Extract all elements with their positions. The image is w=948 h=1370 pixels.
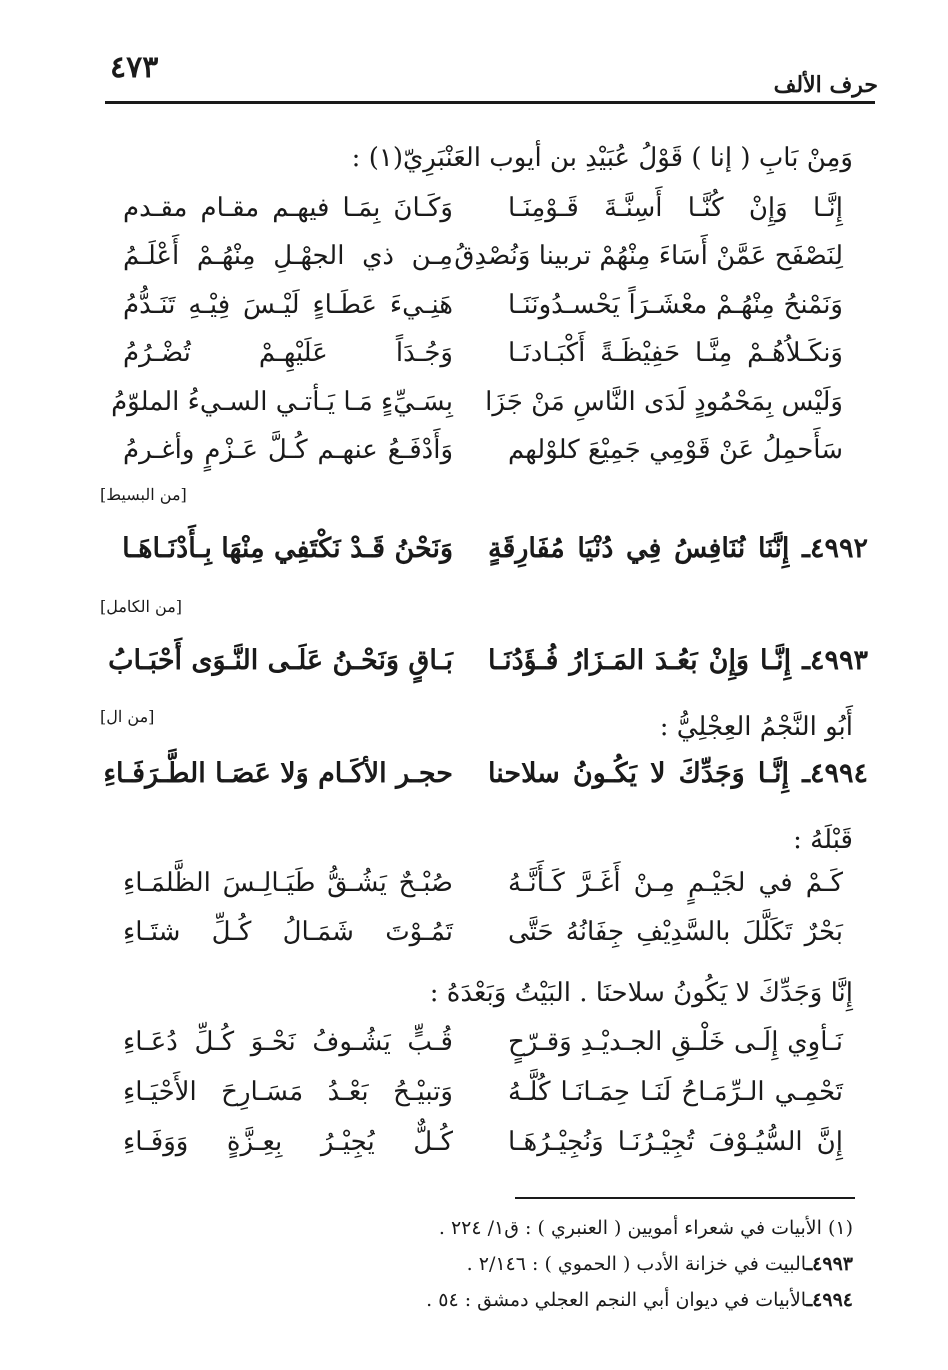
- verse-line: [0, 193, 948, 241]
- verse-line: [0, 868, 948, 916]
- verse-first-hemistich: [488, 645, 868, 676]
- intro-line-4: إِنَّا وَجَدِّكَ لا يَكُونُ سلاحنَا . البَيْتُ وَبَعْدَهُ :: [429, 978, 853, 1008]
- footnote-4993: [467, 1253, 853, 1275]
- verse-first-hemistich: سَأَحمِلُ عَنْ قَوْمِي جَمِيْعَ كلوْلهم: [508, 435, 843, 465]
- verse-first-hemistich: وَلَيْس بِمَحْمُودٍ لَدَى النَّاسِ مَنْ جَزَا: [485, 387, 843, 417]
- verse-second-hemistich: كُـلٌّ يُجِيْـرُ بِعِـزَّةٍ وَوَفَـاءِ: [123, 1127, 453, 1157]
- verse-second-hemistich: وَتبيْـحُ بَعْـدُ مَسَـارِحَ الأَحْيَـاءِ: [123, 1077, 453, 1107]
- footnote-4994: [426, 1289, 853, 1311]
- numbered-verse-4994: [0, 758, 948, 806]
- meter-label: [من الكامل]: [100, 597, 183, 616]
- verse-line: [0, 1127, 948, 1175]
- verse-line: [0, 338, 948, 386]
- numbered-verse-4992: [0, 533, 948, 581]
- page-header-title: حرف الألف: [773, 72, 878, 98]
- numbered-verse-4993: [0, 645, 948, 693]
- verse-first-hemistich: إِنَّ السُّيُـوْفَ تُجِيْـرُنَـا وَنُجِيْـرُهَـا: [508, 1127, 843, 1157]
- verse-second-hemistich: صُبْـحٌ يَشُـقُّ طَيَـالِـسَ الظَّلمَـاءِ: [123, 868, 453, 898]
- verse-first-text: إِنَّـا وَإِنْ بَعُـدَ المَـزَارُ فُـؤَدُنَـا: [488, 645, 792, 676]
- footnote-label: (١): [827, 1217, 853, 1239]
- verse-number: ٤٩٩٣ـ: [802, 645, 868, 676]
- verse-second-hemistich: وَأَدْفَـعُ عنهـم كُـلَّ عَـزْمٍ وأغـرمُ: [123, 435, 453, 465]
- verse-first-hemistich: نَـأوِي إِلَـى خَلْـقِ الجـديْـدِ وَقـرّحٍ: [508, 1027, 843, 1057]
- verse-first-hemistich: تَحْمِـي الـرِّمَـاحُ لَنَـا حِمَـانَـا كُلَّـهُ: [508, 1077, 843, 1107]
- footnote-1: [439, 1217, 853, 1239]
- verse-second-hemistich: حجـر الأكَـام وَلا عَصَـا الطَّـرَفَـاءِ: [103, 758, 453, 789]
- verse-first-hemistich: إِنَّـا وَإِنْ كُنَّـا أَسِنَّـةَ قَـوْمِنَـا: [508, 193, 843, 223]
- verse-second-hemistich: بَـاقٍ وَنَحْـنُ عَلَـى النَّـوَى أَحْبَـابُ: [108, 645, 453, 676]
- verse-first-text: إِنَّـا وَجَدِّكَ لا يَكُـونُ سلاحنا: [488, 758, 789, 789]
- verse-first-hemistich: [488, 533, 868, 564]
- meter-label: [من ال]: [100, 707, 155, 726]
- footnote-label: ٤٩٩٣ـ: [806, 1253, 853, 1275]
- intro-line-3: قَبْلَهُ :: [793, 825, 853, 855]
- verse-line: [0, 1077, 948, 1125]
- verse-first-hemistich: وَنَمْنحُ مِنْهُـمْ معْشَـرَاً يَحْسـدُونَنَـا: [508, 290, 843, 320]
- verse-number: ٤٩٩٢ـ: [802, 533, 868, 564]
- footnote-rule: [515, 1197, 855, 1199]
- verse-first-hemistich: كَـمْ في لجَيْـمٍ مِـنْ أَغَـرَّ كَـأَنَّـهُ: [508, 868, 843, 898]
- verse-first-hemistich: بَحْرٌ تَكَلَّلَ بالسَّدِيْفِ جِفَانُهُ حَتَّى: [508, 917, 843, 947]
- verse-number: ٤٩٩٤ـ: [802, 758, 868, 789]
- page-number: ٤٧٣: [110, 50, 159, 85]
- meter-label: [من البسيط]: [100, 485, 187, 504]
- verse-first-text: إِنَّنَا نُنَافِسُ فِي دُنْيَا مُفَارِقَةٍ: [488, 533, 790, 564]
- header-rule: [105, 101, 875, 104]
- footnote-text: الأبيات في شعراء أمويين ( العنبري ) : ق١/ ٢٢٤ .: [438, 1217, 822, 1239]
- verse-first-hemistich: لِنَصْفَح عَمَّنْ أَسَاءَ مِنْهُمْ تربينا وَنُصْدِقُ: [454, 241, 843, 271]
- verse-second-hemistich: وَجُـدَاً عَلَيْهِـمْ تُضْـرُمُ: [123, 338, 453, 368]
- verse-first-hemistich: [488, 758, 868, 789]
- footnote-text: الأبيات في ديوان أبي النجم العجلي دمشق : ٥٤ .: [426, 1289, 807, 1311]
- verse-line: [0, 917, 948, 965]
- verse-line: [0, 241, 948, 289]
- footnote-text: البيت في خزانة الأدب ( الحموي ) : ٢/١٤٦ .: [466, 1253, 807, 1275]
- intro-line-1: وَمِنْ بَابِ ( إنا ) قَوْلُ عُبَيْدِ بن أيوب العَنْبَرِيّ(١) :: [351, 143, 853, 173]
- intro-line-2: أَبُو النَّجْمُ العِجْلِيُّ :: [659, 712, 853, 742]
- verse-second-hemistich: مِـن ذي الجهْـلِ مِنْهُـمْ أَعْلَـمُ: [123, 241, 453, 271]
- verse-second-hemistich: بِسَـيِّءٍ مَـا يَـأتـي السـيءُ الملوّمُ: [111, 387, 453, 417]
- verse-second-hemistich: وَنَحْنُ قَـدْ نَكْتَفِي مِنْهَا بِـأَدْنَـاهَـا: [122, 533, 453, 564]
- verse-line: [0, 435, 948, 483]
- verse-first-hemistich: وَنكَـلاُهُـمْ مِنَّـا حَفِيْظَـةً أَكْبَـادنَـا: [508, 338, 843, 368]
- verse-second-hemistich: وَكَـانَ بِمَـا فيهـم مقـام مقـدم: [123, 193, 453, 223]
- verse-second-hemistich: تَمُـوْتَ شَمَـالُ كُـلِّ شتَـاءِ: [123, 917, 453, 947]
- verse-line: [0, 290, 948, 338]
- verse-line: [0, 1027, 948, 1075]
- verse-second-hemistich: قُـبٍّ يَشُـوفُ نَحْـوَ كُـلِّ دُعَـاءِ: [123, 1027, 453, 1057]
- verse-second-hemistich: هَنِـيءَ عَطَـاءٍ لَيْـسَ فِيْـهِ تَنَـدُّمُ: [123, 290, 453, 320]
- footnote-label: ٤٩٩٤ـ: [806, 1289, 853, 1311]
- verse-line: [0, 387, 948, 435]
